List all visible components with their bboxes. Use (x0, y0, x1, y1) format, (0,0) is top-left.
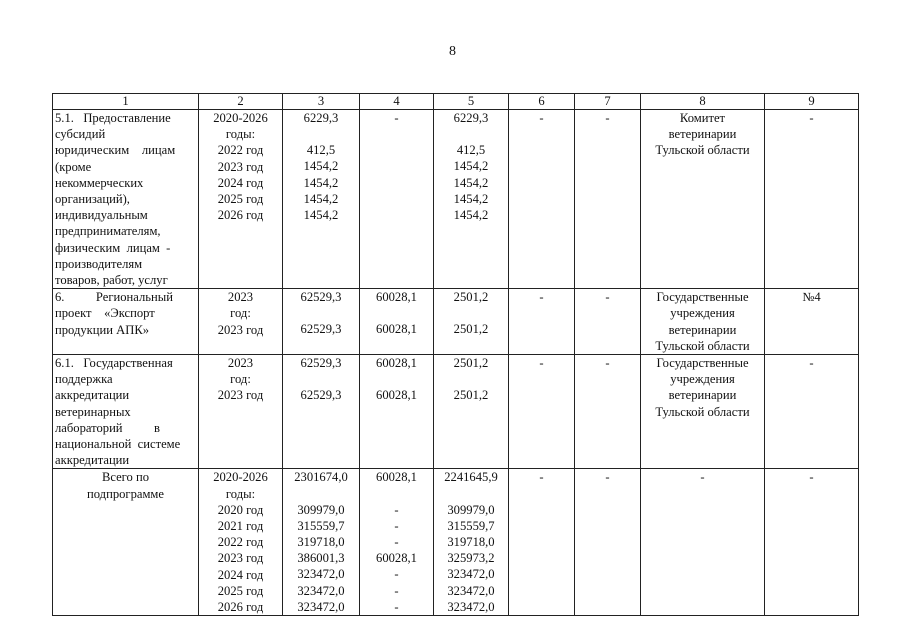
col9-value: - (809, 356, 814, 371)
cell-line: 319718,0 (297, 535, 345, 550)
cell-line: - (394, 535, 399, 550)
value-cell-6 (509, 469, 575, 616)
cell-line: 412,5 (306, 143, 336, 158)
cell-line: 2022 год (217, 143, 264, 158)
cell-line: 1454,2 (303, 208, 339, 223)
cell-line (436, 126, 506, 142)
dash-value: - (605, 290, 610, 305)
row-name-line: 6.1. Государственная (55, 356, 173, 371)
value-cell-5 (434, 355, 509, 469)
cell-line: 323472,0 (297, 567, 345, 582)
row-name-line: некоммерческих (55, 175, 144, 190)
executor-cell (641, 110, 765, 289)
cell-line: - (394, 599, 399, 614)
value-cell-4 (360, 289, 434, 355)
row-name-line: организаций), (55, 192, 130, 207)
dash-value: - (605, 356, 610, 371)
period-cell (199, 355, 283, 469)
table-row (53, 110, 859, 289)
cell-line: Тульской области (655, 338, 750, 353)
cell-line: 2501,2 (453, 388, 489, 403)
cell-line: Комитет (679, 111, 726, 125)
header-cell: 9 (765, 94, 859, 110)
row-name-line: субсидий (55, 127, 106, 142)
cell-line: учреждения (670, 306, 735, 321)
cell-line: ветеринарии (668, 322, 737, 337)
cell-line: ветеринарии (668, 127, 737, 142)
row-name-line: ветеринарных (55, 404, 131, 419)
dash-value: - (605, 470, 610, 485)
cell-line: 2024 год (217, 567, 264, 582)
dash-value: - (539, 111, 544, 125)
dash-value: - (539, 290, 544, 305)
cell-line: - (394, 518, 399, 533)
cell-line: 309979,0 (297, 502, 345, 517)
value-cell-3 (283, 110, 360, 289)
value-cell-7 (575, 110, 641, 289)
value-cell-9 (765, 110, 859, 289)
cell-line: 62529,3 (300, 356, 342, 371)
header-cell: 4 (360, 94, 434, 110)
cell-line (285, 486, 357, 502)
table-row (53, 469, 859, 616)
cell-line (436, 486, 506, 502)
cell-line: 2023 год (217, 388, 264, 403)
value-cell-7 (575, 355, 641, 469)
cell-line: 325973,2 (447, 551, 495, 566)
value-cell-6 (509, 110, 575, 289)
cell-line: 62529,3 (300, 290, 342, 305)
value-cell-4 (360, 110, 434, 289)
row-name-line: товаров, работ, услуг (55, 273, 168, 288)
period-cell (199, 110, 283, 289)
cell-line: 1454,2 (303, 191, 339, 206)
cell-line: 62529,3 (300, 322, 342, 337)
executor-cell (641, 355, 765, 469)
row-name-line: аккредитации (55, 453, 130, 468)
cell-line: Государственные (656, 356, 749, 371)
header-cell: 3 (283, 94, 360, 110)
cell-line: 2025 год (217, 583, 264, 598)
cell-line: 2023 год (217, 551, 264, 566)
cell-line: 1454,2 (453, 159, 489, 174)
row-name-line: 5.1. Предоставление (55, 111, 171, 125)
dash-value: - (539, 470, 544, 485)
table-row (53, 289, 859, 355)
cell-line: 60028,1 (376, 388, 417, 403)
row-name-line: (кроме (55, 159, 92, 174)
cell-line: 2026 год (217, 208, 264, 223)
cell-line: 323472,0 (447, 599, 495, 614)
header-cell: 7 (575, 94, 641, 110)
cell-line: 1454,2 (453, 191, 489, 206)
cell-line (285, 126, 357, 142)
cell-line: 2020 год (217, 502, 264, 517)
cell-line (436, 305, 506, 321)
executor-cell (641, 289, 765, 355)
cell-line: 60028,1 (376, 290, 417, 305)
row-name-line: поддержка (55, 372, 113, 387)
cell-line: 315559,7 (447, 518, 495, 533)
cell-line: 412,5 (456, 143, 486, 158)
cell-line: 2501,2 (453, 290, 489, 305)
row-name-line: проект «Экспорт (55, 306, 155, 321)
cell-line: 2022 год (217, 535, 264, 550)
cell-line: 323472,0 (447, 567, 495, 582)
row-name-cell (53, 355, 199, 469)
cell-line: 1454,2 (303, 175, 339, 190)
cell-line (362, 486, 431, 502)
cell-line: 2501,2 (453, 356, 489, 371)
executor-cell (641, 469, 765, 616)
cell-line: 62529,3 (300, 388, 342, 403)
header-cell: 2 (199, 94, 283, 110)
period-cell (199, 289, 283, 355)
cell-line: 2241645,9 (444, 470, 498, 485)
cell-line: 323472,0 (297, 599, 345, 614)
cell-line: 60028,1 (376, 470, 417, 485)
row-name-cell (53, 110, 199, 289)
header-cell: 6 (509, 94, 575, 110)
cell-line: 2023 (227, 290, 254, 305)
header-row (53, 94, 859, 110)
value-cell-3 (283, 289, 360, 355)
cell-line: 323472,0 (297, 583, 345, 598)
cell-line: 2021 год (217, 519, 264, 534)
cell-line: 2020-2026 (213, 111, 268, 125)
cell-line: годы: (225, 127, 256, 142)
cell-line: 2026 год (217, 600, 264, 615)
cell-line: 2020-2026 (213, 470, 268, 485)
col9-value: - (809, 111, 814, 125)
row-name-line: Всего по (101, 470, 150, 485)
cell-line: - (394, 111, 399, 125)
row-name-line: аккредитации (55, 388, 130, 403)
value-cell-4 (360, 355, 434, 469)
dash-value: - (539, 356, 544, 371)
value-cell-3 (283, 355, 360, 469)
row-name-cell (53, 469, 199, 616)
table-row (53, 355, 859, 469)
cell-line: годы: (225, 486, 256, 501)
cell-line: 2023 (227, 356, 254, 371)
value-cell-7 (575, 469, 641, 616)
table-body (53, 94, 859, 616)
program-table (52, 93, 859, 616)
cell-line: - (394, 583, 399, 598)
cell-line: - (394, 567, 399, 582)
cell-line: 60028,1 (376, 322, 417, 337)
cell-line: ветеринарии (668, 388, 737, 403)
cell-line: 315559,7 (297, 518, 345, 533)
value-cell-6 (509, 289, 575, 355)
cell-line: год: (230, 372, 251, 387)
cell-line: 1454,2 (453, 175, 489, 190)
cell-line: Государственные (656, 290, 749, 305)
cell-line: Тульской области (655, 143, 750, 158)
page-number: 8 (449, 44, 456, 59)
cell-line (285, 305, 357, 321)
cell-line: 2025 год (217, 192, 264, 207)
cell-line: 309979,0 (447, 502, 495, 517)
cell-line: 60028,1 (376, 356, 417, 371)
row-name-line: производителям (55, 256, 143, 271)
dash-value: - (605, 111, 610, 125)
row-name-line: предпринимателям, (55, 224, 161, 239)
col9-value: - (809, 470, 814, 485)
cell-line: 60028,1 (376, 551, 417, 566)
cell-line: 323472,0 (447, 583, 495, 598)
cell-line: 2023 год (217, 159, 264, 174)
row-name-line: индивидуальным (55, 208, 148, 223)
value-cell-9 (765, 289, 859, 355)
header-cell: 5 (434, 94, 509, 110)
row-name-line: юридическим лицам (55, 143, 176, 158)
row-name-line: 6. Региональный (55, 290, 173, 305)
value-cell-7 (575, 289, 641, 355)
cell-line: учреждения (670, 372, 735, 387)
cell-line: 1454,2 (453, 208, 489, 223)
row-name-line: подпрограмме (87, 486, 164, 501)
cell-line: - (700, 470, 705, 485)
cell-line (436, 371, 506, 387)
cell-line: 2301674,0 (294, 470, 348, 485)
row-name-cell (53, 289, 199, 355)
value-cell-9 (765, 355, 859, 469)
cell-line: 6229,3 (453, 111, 489, 125)
value-cell-5 (434, 110, 509, 289)
value-cell-6 (509, 355, 575, 469)
cell-line: 2501,2 (453, 322, 489, 337)
cell-line: 2024 год (217, 175, 264, 190)
cell-line (362, 371, 431, 387)
cell-line: 2023 год (217, 322, 264, 337)
value-cell-9 (765, 469, 859, 616)
cell-line (362, 305, 431, 321)
cell-line: 386001,3 (297, 551, 345, 566)
cell-line: Тульской области (655, 404, 750, 419)
value-cell-5 (434, 469, 509, 616)
value-cell-3 (283, 469, 360, 616)
cell-line: - (394, 502, 399, 517)
row-name-line: лабораторий в (55, 420, 160, 435)
cell-line: 319718,0 (447, 535, 495, 550)
header-cell: 1 (53, 94, 199, 110)
cell-line: 1454,2 (303, 159, 339, 174)
cell-line (285, 371, 357, 387)
header-cell: 8 (641, 94, 765, 110)
col9-value: №4 (802, 290, 821, 305)
row-name-line: продукции АПК» (55, 322, 150, 337)
value-cell-4 (360, 469, 434, 616)
row-name-line: физическим лицам - (55, 240, 171, 255)
value-cell-5 (434, 289, 509, 355)
cell-line: год: (230, 306, 251, 321)
row-name-line: национальной системе (55, 437, 181, 452)
cell-line: 6229,3 (303, 111, 339, 125)
period-cell (199, 469, 283, 616)
